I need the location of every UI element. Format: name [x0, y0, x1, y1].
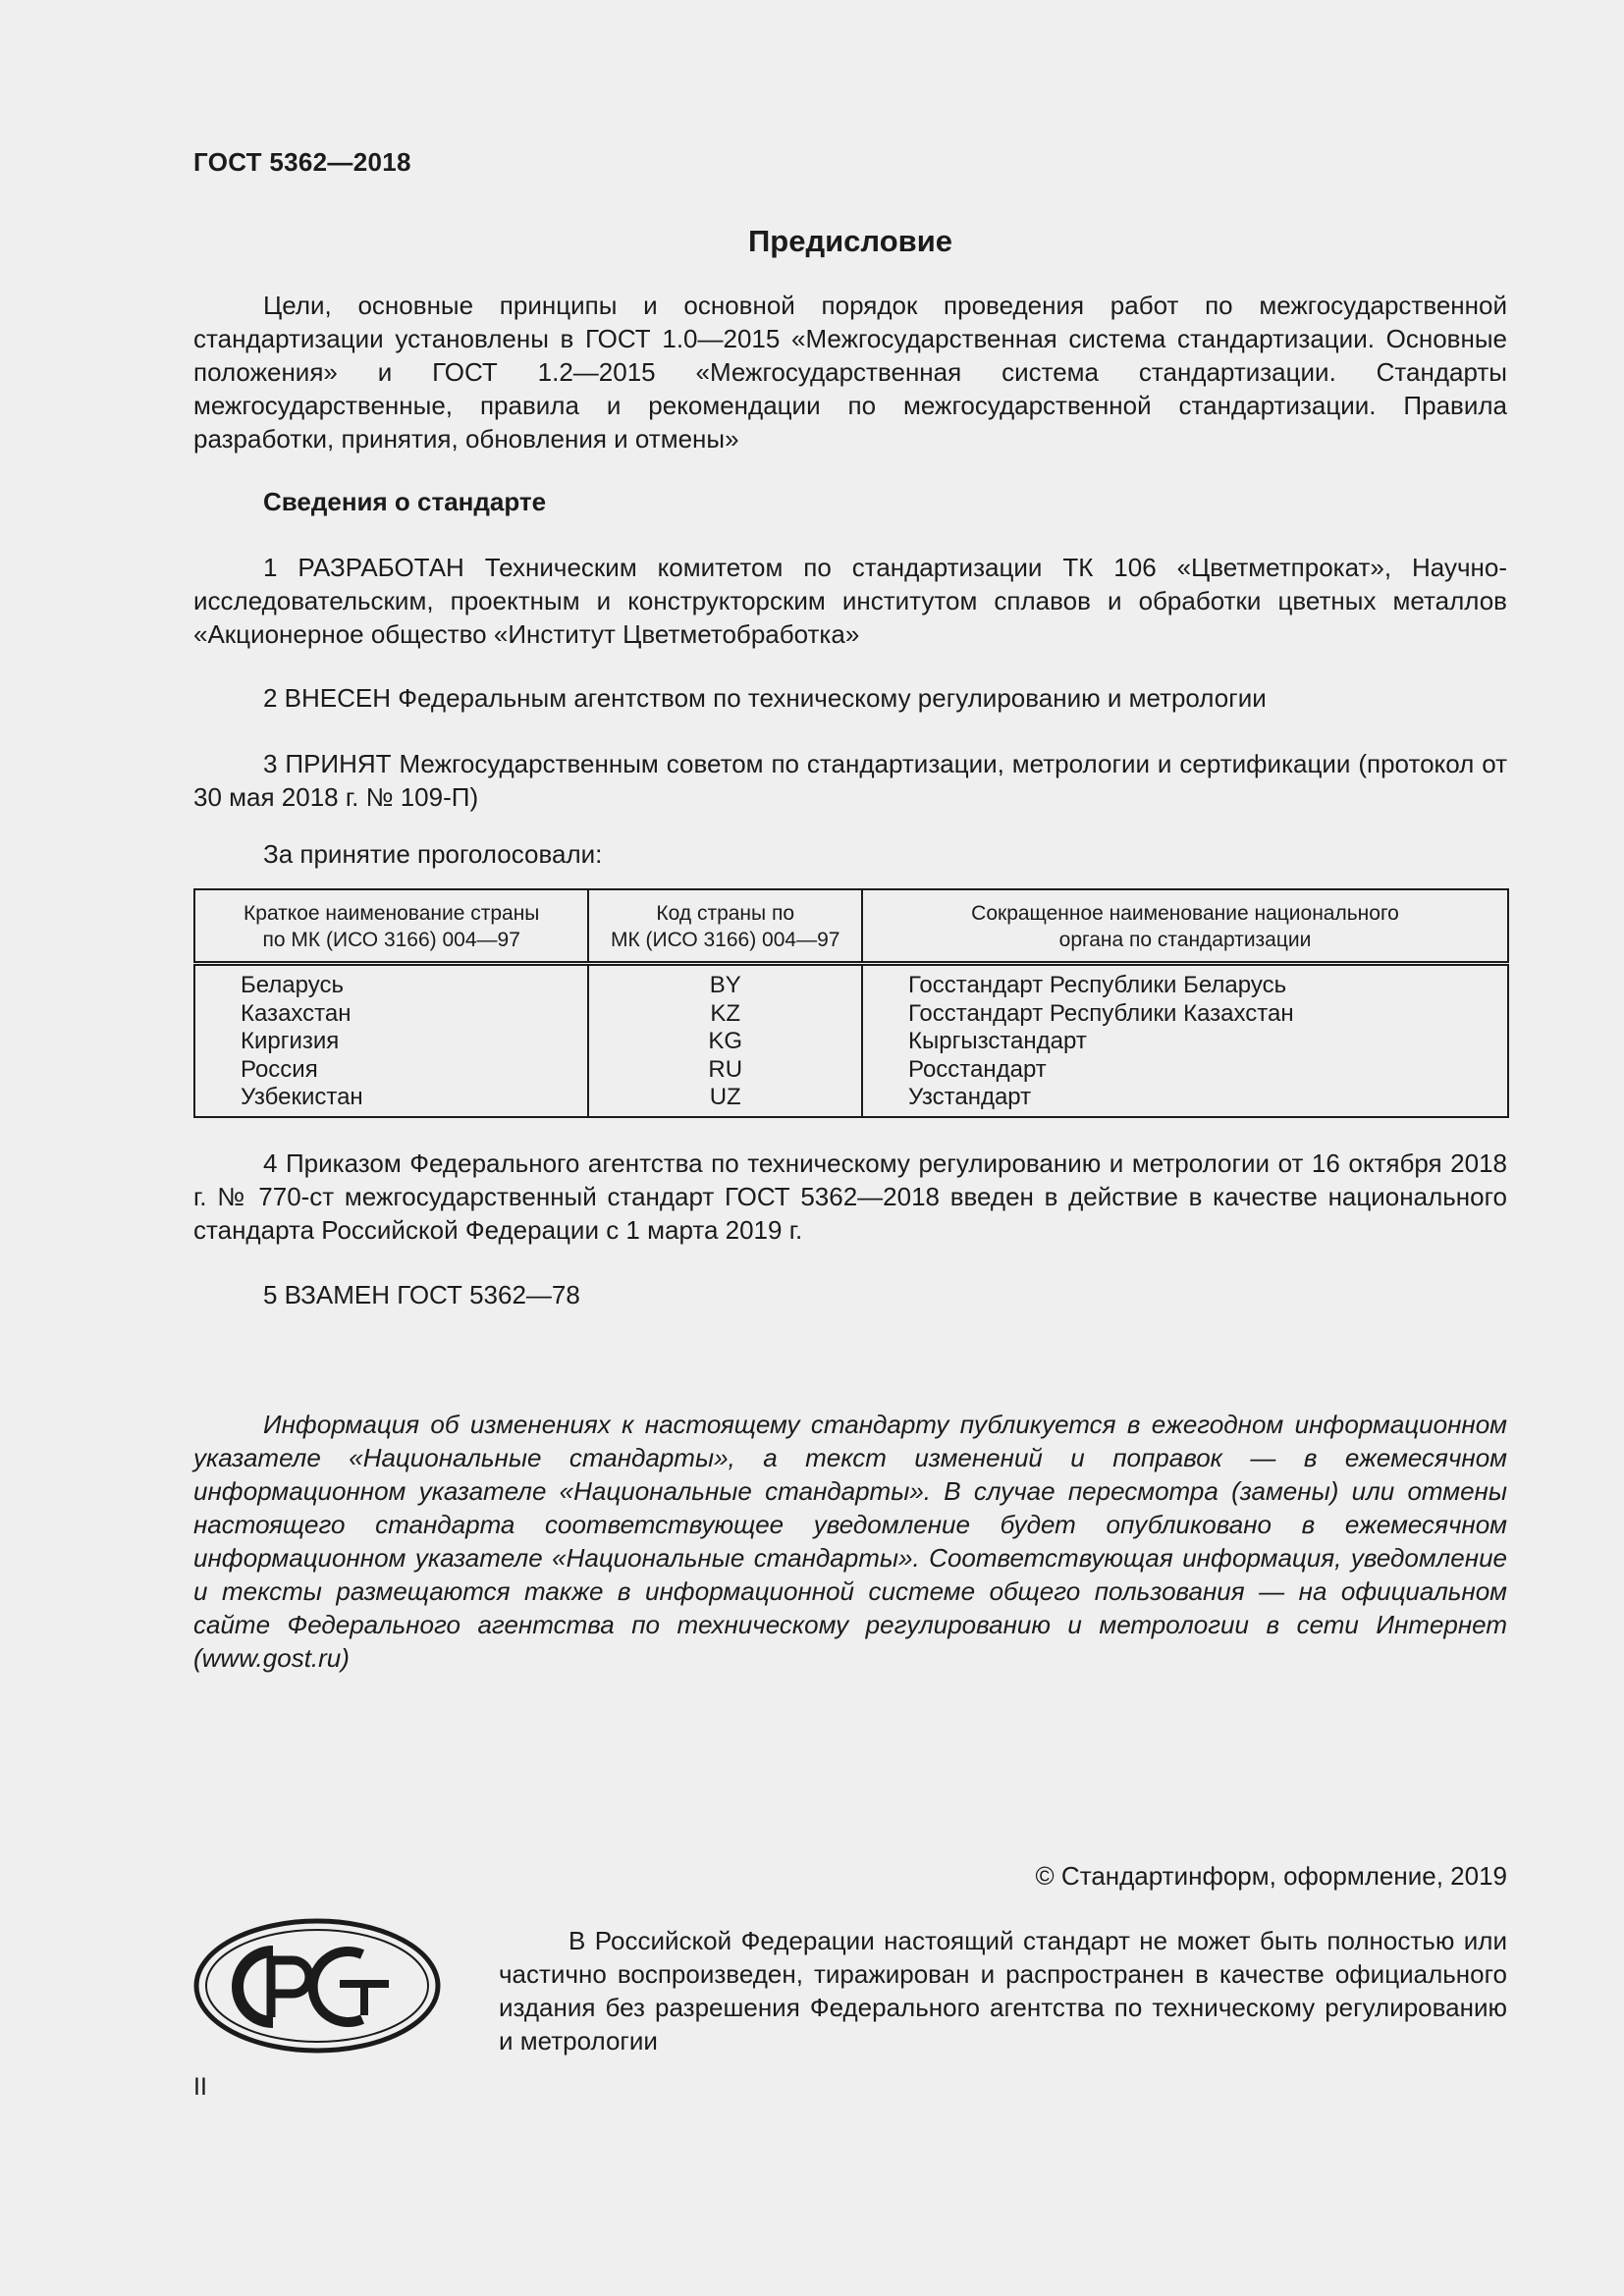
header-country-name	[194, 889, 588, 964]
standards-bodies-cell	[862, 964, 1508, 1117]
voted-label: За принятие проголосовали:	[263, 839, 603, 869]
country-code: UZ	[709, 1084, 741, 1110]
voting-table	[193, 888, 1509, 1118]
item-adopted: 3 ПРИНЯТ Межгосударственным советом по стандартизации, метрологии и сертификации (протокол от 30 мая 2018 г. № 109-П)	[193, 749, 1507, 812]
header-country-code	[588, 889, 862, 964]
item-order: 4 Приказом Федерального агентства по техническому регулированию и метрологии от 16 октября 2018 г. № 770-ст межгосударственный стандарт ГОСТ 5362—2018 введен в действие в качестве национального стандарта Российской Федерации с 1 марта 2019 г.	[193, 1148, 1507, 1245]
header-line: Краткое наименование страны	[244, 902, 540, 925]
standards-body: Госстандарт Республики Беларусь	[908, 972, 1287, 998]
header-line: Сокращенное наименование национального	[971, 902, 1399, 925]
header-standards-body	[862, 889, 1508, 964]
table-row	[194, 964, 1508, 1117]
header-line: органа по стандартизации	[1058, 929, 1312, 951]
country-code: BY	[709, 972, 741, 998]
standards-body: Узстандарт	[908, 1084, 1032, 1110]
country-code: RU	[708, 1055, 743, 1083]
country-code: KG	[708, 1028, 743, 1054]
country-name: Беларусь	[241, 972, 344, 998]
country-names-cell	[194, 964, 588, 1117]
page-number: II	[193, 2073, 207, 2101]
country-name: Казахстан	[241, 999, 352, 1027]
document-code: ГОСТ 5362—2018	[193, 147, 411, 177]
page-title: Предисловие	[747, 224, 952, 258]
country-name: Узбекистан	[241, 1084, 363, 1110]
item-replaces: 5 ВЗАМЕН ГОСТ 5362—78	[263, 1280, 580, 1309]
copyright: © Стандартинформ, оформление, 2019	[1035, 1861, 1507, 1891]
rights-notice: В Российской Федерации настоящий стандарт не может быть полностью или частично воспроизведен, тиражирован и распространен в качестве официального издания без разрешения Федерального агентства по техническому регулированию и метрологии	[499, 1926, 1507, 2056]
standards-body: Кыргызстандарт	[908, 1028, 1087, 1054]
country-codes-cell	[588, 964, 862, 1117]
country-name: Киргизия	[241, 1028, 340, 1054]
rst-mark-icon	[192, 1917, 442, 2055]
standards-body: Росстандарт	[908, 1055, 1047, 1083]
header-line: МК (ИСО 3166) 004—97	[610, 929, 840, 951]
item-developed: 1 РАЗРАБОТАН Техническим комитетом по стандартизации ТК 106 «Цветметпрокат», Научно-исследовательским, проектным и конструкторским институтом сплавов и обработки цветных металлов «Акционерное общество «Институт Цветметобработка»	[193, 553, 1507, 649]
table-header-row	[194, 889, 1508, 964]
country-name: Россия	[241, 1055, 318, 1083]
standards-body: Госстандарт Республики Казахстан	[908, 999, 1294, 1027]
header-line: Код страны по	[656, 902, 795, 925]
intro-paragraph: Цели, основные принципы и основной порядок проведения работ по межгосударственной стандартизации установлены в ГОСТ 1.0—2015 «Межгосударственная система стандартизации. Основные положения» и ГОСТ 1.2—2015 «Межгосударственная система стандартизации. Стандарты межгосударственные, правила и рекомендации по межгосударственной стандартизации. Правила разработки, принятия, обновления и отмены»	[193, 291, 1507, 454]
country-code: KZ	[710, 999, 741, 1027]
item-introduced: 2 ВНЕСЕН Федеральным агентством по техническому регулированию и метрологии	[263, 683, 1267, 713]
changes-note: Информация об изменениях к настоящему стандарту публикуется в ежегодном информационном указателе «Национальные стандарты», а текст изменений и поправок — в ежемесячном информационном указателе «Национальные стандарты». В случае пересмотра (замены) или отмены настоящего стандарта соответствующее уведомление будет опубликовано в ежемесячном информационном указателе «Национальные стандарты». Соответствующая информация, уведомление и тексты размещаются также в информационной системе общего пользования — на официальном сайте Федерального агентства по техническому регулированию и метрологии в сети Интернет (www.gost.ru)	[193, 1410, 1507, 1673]
header-line: по МК (ИСО 3166) 004—97	[262, 929, 520, 951]
info-heading: Сведения о стандарте	[263, 487, 547, 516]
